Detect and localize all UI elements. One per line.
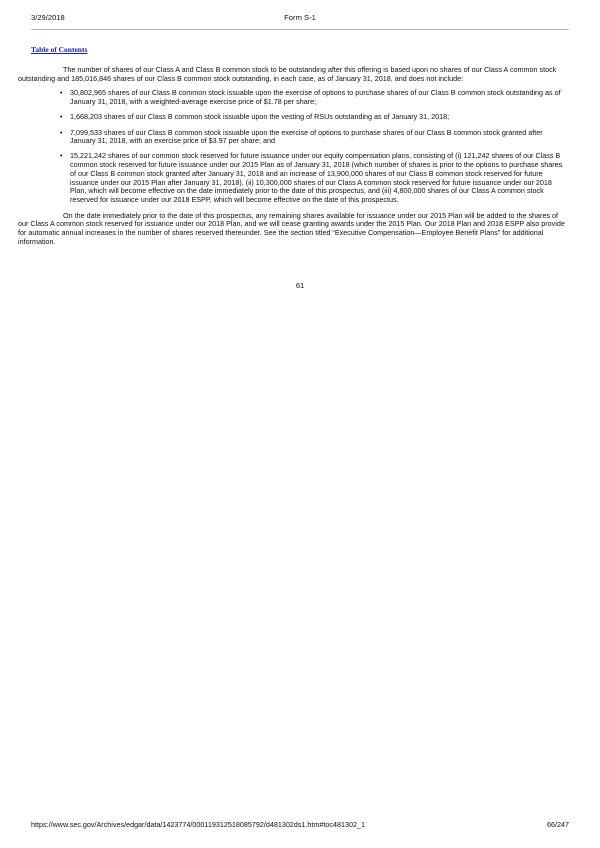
page-footer	[31, 820, 569, 832]
list-item: • 7,099,533 shares of our Class B common stock issuable upon the exercise of options to purchase shares of our Class B common stock granted after January 31, 2018, with an exercise price of $3.97 per share; and	[18, 129, 570, 146]
document-body	[18, 66, 570, 246]
list-item: • 1,668,203 shares of our Class B common stock issuable upon the vesting of RSUs outstanding as of January 31, 2018;	[18, 113, 570, 122]
excluded-shares-list	[18, 89, 570, 204]
table-of-contents-link[interactable]: Table of Contents	[31, 45, 88, 54]
source-url: https://www.sec.gov/Archives/edgar/data/1423774/000119312518085792/d481302ds1.htm#toc481302_1	[31, 820, 365, 829]
intro-paragraph: The number of shares of our Class A and Class B common stock to be outstanding after this offering is based upon no shares of our Class A common stock outstanding and 185,016,846 shares of our Class B common stock outstanding, in each case, as of January 31, 2018, and does not include:	[18, 65, 557, 83]
page-header	[31, 13, 569, 27]
header-divider	[31, 29, 569, 30]
document-title: Form S-1	[284, 13, 316, 22]
list-item: • 30,802,965 shares of our Class B common stock issuable upon the exercise of options to purchase shares of our Class B common stock outstanding as of January 31, 2018, with a weighted-average exercise price of $1.78 per share;	[18, 89, 570, 106]
page-number: 61	[295, 281, 305, 290]
page-counter: 66/247	[547, 820, 569, 829]
list-item: • 15,221,242 shares of our common stock reserved for future issuance under our equity compensation plans, consisting of (i) 121,242 shares of our Class B common stock reserved for future issuance under our 2015 Plan as of January 31, 2018 (which number of shares is prior to the options to purchase shares of our Class B common stock granted after January 31, 2018 and an increase of 13,900,000 shares of our Class B common stock reserved for future issuance under our 2015 Plan after January 31, 2018), (ii) 10,300,000 shares of our Class A common stock reserved for future issuance under our 2018 Plan, which will become effective on the date immediately prior to the date of this prospectus, and (iii) 4,800,000 shares of our Class A common stock reserved for issuance under our 2018 ESPP, which will become effective on the date of this prospectus.	[18, 152, 570, 204]
print-date: 3/29/2018	[31, 13, 65, 22]
closing-paragraph: On the date immediately prior to the date of this prospectus, any remaining shares available for issuance under our 2015 Plan will be added to the shares of our Class A common stock reserved for issuance under our 2018 Plan, and we will cease granting awards under the 2015 Plan. Our 2018 Plan and 2018 ESPP also provide for automatic annual increases in the number of shares reserved thereunder. See the section titled “Executive Compensation—Employee Benefit Plans” for additional information.	[18, 210, 565, 246]
